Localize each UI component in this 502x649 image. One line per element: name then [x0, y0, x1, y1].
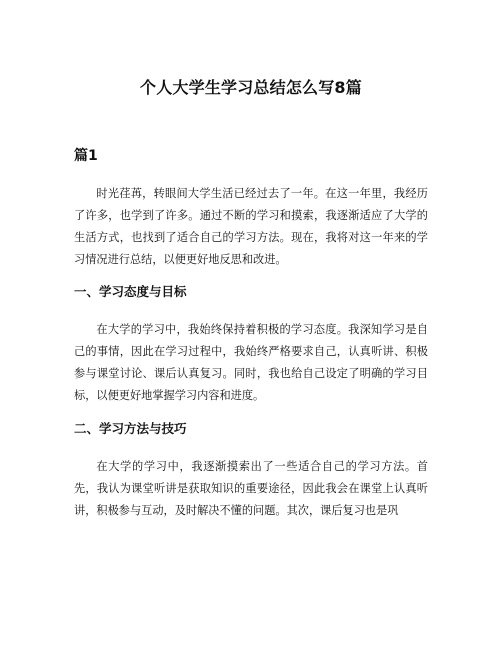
section-label: 篇1 — [74, 148, 98, 164]
heading-methods-skills: 二、学习方法与技巧 — [74, 421, 187, 436]
attitude-paragraph: 在大学的学习中，我始终保持着积极的学习态度。我深知学习是自己的事情，因此在学习过程中，我始终严格要求自己，认真听讲、积极参与课堂讨论、课后认真复习。同时，我也给自己设定了明确的学习目标，以便更好地掌握学习内容和进度。 — [74, 323, 428, 402]
document-title: 个人大学生学习总结怎么写8篇 — [140, 78, 362, 97]
heading-attitude-goals: 一、学习态度与目标 — [74, 284, 187, 299]
methods-paragraph: 在大学的学习中，我逐渐摸索出了一些适合自己的学习方法。首先，我认为课堂听讲是获取知识的重要途径，因此我会在课堂上认真听讲，积极参与互动，及时解决不懂的问题。其次，课后复习也是巩 — [74, 460, 428, 517]
intro-paragraph: 时光荏苒，转眼间大学生活已经过去了一年。在这一年里，我经历了许多，也学到了许多。通过不断的学习和摸索，我逐渐适应了大学的生活方式，也找到了适合自己的学习方法。现在，我将对这一年来的学习情况进行总结，以便更好地反思和改进。 — [74, 187, 428, 266]
